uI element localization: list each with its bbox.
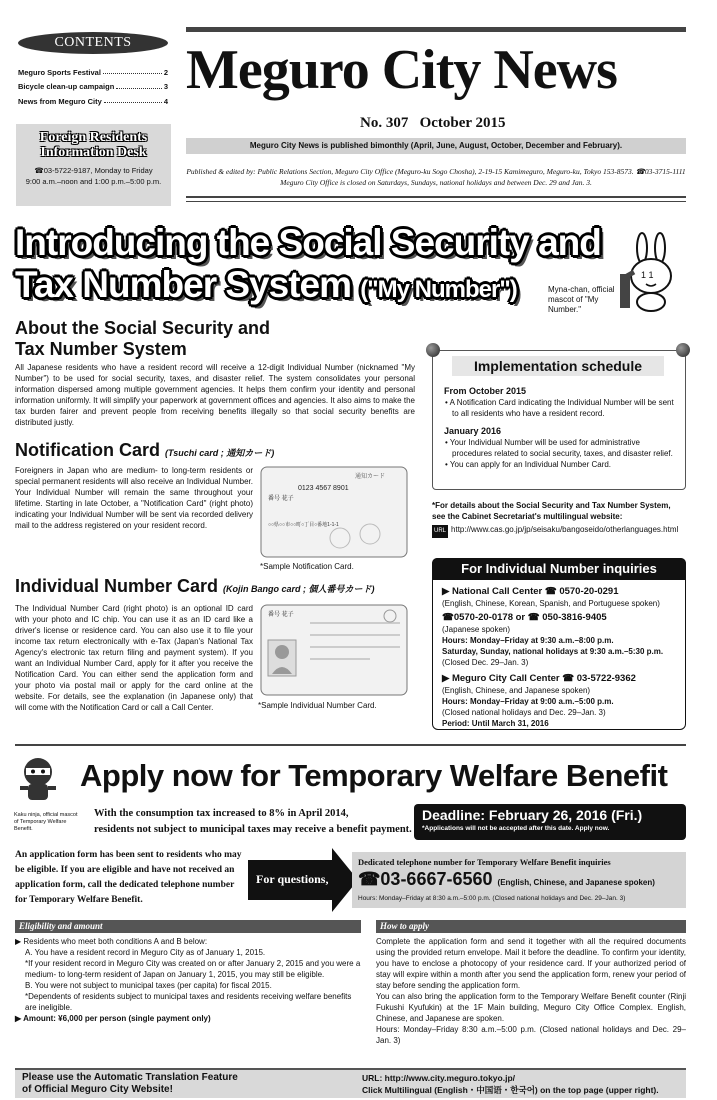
inquiries-title: For Individual Number inquiries [432,558,686,580]
card-name: 番号 花子 [268,612,294,618]
phase-item: • Your Individual Number will be used for administrative procedures related to social security, taxes, and disaster relief. [445,438,673,458]
phase-title: From October 2015 [444,386,527,396]
mascot-caption: Myna-chan, official mascot of "My Number." [548,285,615,314]
national-call-center[interactable]: ▶ National Call Center ☎ 0570-20-0291 [442,586,619,597]
how-to-apply-bar: How to apply [376,920,686,933]
notification-heading: Notification Card (Tsuchi card ; 通知カード) [15,440,275,460]
info-desk-title: Foreign Residents Information Desk [39,130,148,160]
contents-item-title: Meguro Sports Festival [18,68,101,77]
info-desk-box [16,124,171,206]
main-headline [15,222,635,311]
national-alt-numbers[interactable]: ☎0570-20-0178 or ☎ 050-3816-9405 [442,612,607,623]
card-label: 通知カード [355,474,386,480]
phase-item: • You can apply for an Individual Number Card. [445,460,612,469]
card-number: 0123 4567 8901 [298,485,349,492]
ninja-mascot-icon [18,756,58,804]
contents-item-page: 4 [163,96,168,106]
about-body: All Japanese residents who have a resident record will receive a 12-digit Individual Number (nicknamed "My Number") to be used for social security, taxes, and disaster relief. The system consolidates your personal information dispersed among multiple government agencies. It helps them confirm your identity and personal information uniformly. It will simplify your paperwork at government offices and agencies. It also aims to make the tax burden fairer and prevent people from receiving benefits illegally so that social security benefits are distributed justly. [15,363,415,427]
deadline-note: *Applications will not be accepted after this date. Apply now. [422,825,610,832]
ninja-caption: Kaku ninja, official mascot of Temporary Welfare Benefit. [14,812,78,832]
header-rule-thin [186,201,686,202]
implementation-content [444,382,680,470]
cabinet-url-link[interactable]: URL http://www.cas.go.jp/jp/seisaku/bangoseido/otherlanguages.html [432,524,686,538]
meguro-call-center[interactable]: ▶ Meguro City Call Center ☎ 03-5722-9362 [442,673,636,684]
card-name: 番号 花子 [268,496,294,502]
headline-line1: Introducing the Social Security and [15,222,601,263]
phase-item: • A Notification Card indicating the Individual Number will be sent to all residents who have a resident record. [445,398,674,418]
eligibility-text: ▶ Residents who meet both conditions A and B below: A. You have a resident record in Meguro City as of January 1, 2015. *If your resident record in Meguro City was created on or after January 2, 2015 and you were a medium- to long-term resident of Japan on January 1, 2015, you may still be eligible. B. You were not subject to municipal taxes (per capita) for fiscal 2015. *Dependents of residents subject to municipal taxes and residents receiving welfare benefits are ineligible. ▶ Amount: ¥6,000 per person (single payment only) [15,937,361,1023]
header-rule [186,196,686,198]
phase-title: January 2016 [444,426,502,436]
individual-body: The Individual Number Card (right photo) is an optional ID card with your photo and IC chip. You can use it as an ID card like a driver's license or residence card. You can also use it to file your income tax return electronically with e-Tax (Japan's National Tax Agency's electronic tax return filing and payment system). If you want an Individual Number Card, apply for it after you receive the Notification Card. You can either send the application form and your photo via postal mail or apply for the card online at the website. For details, see the explanation (in Japanese only) that will come with the Notification Card or call a Call Center. [15,604,253,712]
contents-item[interactable] [18,68,168,77]
individual-heading: Individual Number Card (Kojin Bango card ; 個人番号カード) [15,576,375,596]
section-divider [15,744,686,746]
welfare-heading: Apply now for Temporary Welfare Benefit [80,758,668,793]
contents-list [18,68,168,111]
phone-hours: Hours: Monday–Friday at 8:30 a.m.–5:00 p.m. (Closed national holidays and Dec. 29–Jan. 3) [358,895,626,902]
eligibility-bar: Eligibility and amount [15,920,361,933]
footer-website: URL: http://www.city.meguro.tokyo.jp/ Click Multilingual (English・中国语・한국어) on the top page (upper right). [362,1072,686,1096]
info-desk-hours: ☎03-5722-9187, Monday to Friday 9:00 a.m.–noon and 1:00 p.m.–5:00 p.m. [25,166,162,186]
city-website-link[interactable]: URL: http://www.city.meguro.tokyo.jp/ [362,1073,515,1083]
svg-text:1 1: 1 1 [641,270,654,280]
contents-item[interactable] [18,97,168,106]
individual-card-image [260,604,408,696]
deadline-box [414,804,686,840]
publisher-info: Published & edited by: Public Relations Section, Meguro City Office (Meguro-ku Sogo Chosha), 2-19-15 Kamimeguro, Meguro-ku, Tokyo 153-8573. ☎03-3715-1111 Meguro City Office is closed on Saturdays, Sundays, national holidays and between Dec. 29 and Jan. 3. [186,167,686,187]
contents-item-page: 2 [163,68,168,77]
publication-note: Meguro City News is published bimonthly (April, June, August, October, December and February). [186,138,686,154]
welfare-phone-number[interactable]: ☎03-6667-6560 (English, Chinese, and Japanese spoken) [358,869,655,889]
for-questions-label: For questions, [256,872,329,886]
phone-heading: Dedicated telephone number for Temporary Welfare Benefit inquiries [358,857,611,867]
details-note: *For details about the Social Security and Tax Number System, see the Cabinet Secretariat's multilingual website: [432,501,671,521]
individual-caption: *Sample Individual Number Card. [258,701,377,710]
contents-item[interactable] [18,82,168,91]
contents-item-page: 3 [163,82,168,92]
contents-item-title: Bicycle clean-up campaign [18,82,115,92]
myna-chan-mascot-icon [620,232,682,312]
pin-icon [676,343,690,357]
url-icon: URL [432,525,448,538]
how-to-apply-text: Complete the application form and send it together with all the required documents using the provided return envelope. Mail it before the deadline. To confirm your identity, you have to enclose a photocopy of your residence card. If your authorized period of stay will expire within a month after you send the application form, renew your period of stay before sending the application form. You can also bring the application form to the Temporary Welfare Benefit counter (Rinji Fukushi Kyufukin) at the 1F Main building, Meguro City Office Complex. English, Chinese, and Japanese are spoken. Hours: Monday–Friday 8:30 a.m.–5:00 p.m. (Closed national holidays and Dec. 29–Jan. 3) [376,937,686,1045]
notification-card-image [260,466,408,558]
welfare-phone-box [352,852,686,908]
about-heading: About the Social Security and Tax Number System [15,318,271,359]
card-address: ○○県○○市○○町○丁目○番地1-1-1 [268,522,339,528]
welfare-sent-text: An application form has been sent to residents who may be eligible. If you are eligible and have not received an application form, call the dedicated telephone number for Temporary Welfare Benefit. [15,850,242,905]
deadline-date: Deadline: February 26, 2016 (Fri.) [422,807,643,823]
implementation-title: Implementation schedule [452,356,664,376]
welfare-subheading: With the consumption tax increased to 8% in April 2014, residents not subject to municipal taxes may receive a benefit payment. [94,808,412,835]
masthead-title: Meguro City News [186,39,617,101]
pin-icon [426,343,440,357]
footer-translation-note: Please use the Automatic Translation Feature of Official Meguro City Website! [22,1072,238,1095]
headline-nickname: ("My Number") [360,276,517,303]
headline-line2: Tax Number System [15,264,351,305]
issue-number: No. 307 October 2015 [360,115,506,131]
notification-caption: *Sample Notification Card. [260,562,354,571]
notification-body: Foreigners in Japan who are medium- to long-term residents or special permanent residents will also receive an Individual Number. Your Individual Number will remain the same throughout your lifetime. Starting in late October, a "Notification Card" (right photo) indicating your Individual Number will be sent via recorded delivery mail to the address registered on your resident record. [15,466,253,530]
inquiries-content: ▶ National Call Center ☎ 0570-20-0291 (English, Chinese, Korean, Spanish, and Portuguese spoken) ☎0570-20-0178 or ☎ 050-3816-9405 (Japanese spoken) Hours: Monday–Friday at 9:30 a.m.–8:00 p.m. Saturday, Sunday, national holidays at 9:30 a.m.–5:30 p.m. (Closed Dec. 29–Jan. 3) ▶ Meguro City Call Center ☎ 03-5722-9362 (English, Chinese, and Japanese spoken) Hours: Monday–Friday at 9:00 a.m.–5:00 p.m. (Closed national holidays and Dec. 29–Jan. 3) Period: Until March 31, 2016 [442,586,682,729]
top-rule [186,27,686,32]
contents-banner: CONTENTS [18,32,168,54]
contents-item-title: News from Meguro City [18,96,102,106]
